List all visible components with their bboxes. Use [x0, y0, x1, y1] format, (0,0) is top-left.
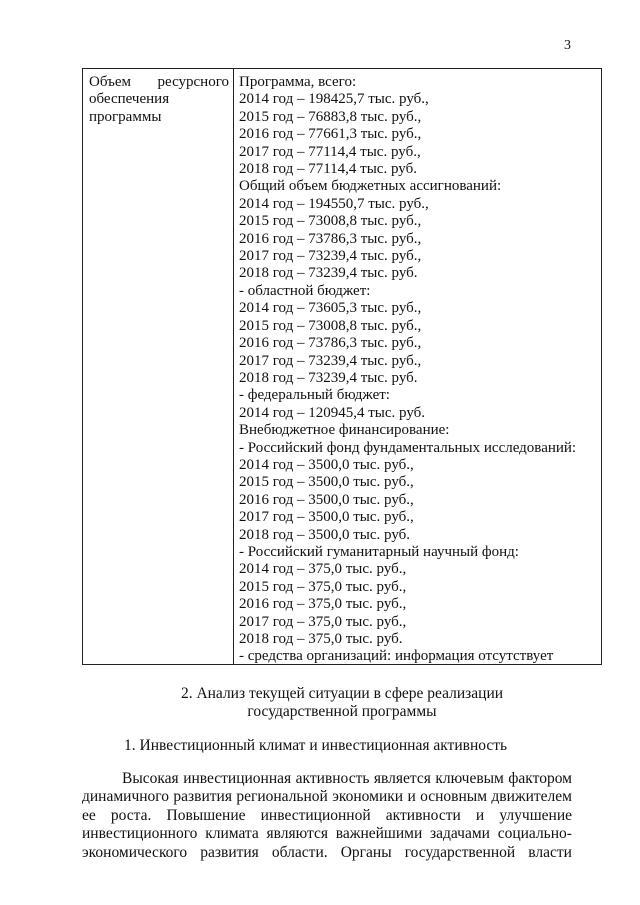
- funding-line: - средства организаций: информация отсутствует: [239, 648, 554, 665]
- word: развития: [200, 843, 259, 861]
- section-heading: [82, 685, 602, 721]
- word: ее: [82, 806, 96, 824]
- word: экономического: [82, 843, 188, 861]
- funding-line: 2015 год – 76883,8 тыс. руб.,: [239, 108, 422, 125]
- funding-line: 2018 год – 3500,0 тыс. руб.: [239, 526, 411, 543]
- word: власти: [528, 843, 572, 861]
- paragraph-line: [82, 844, 572, 862]
- funding-line: - областной бюджет:: [239, 282, 371, 299]
- word: и: [407, 788, 416, 806]
- word: инвестиционной: [260, 806, 371, 824]
- funding-line: 2016 год – 73786,3 тыс. руб.,: [239, 230, 422, 247]
- funding-line: 2018 год – 73239,4 тыс. руб.: [239, 265, 418, 282]
- body-paragraph: [82, 770, 572, 862]
- funding-line: Внебюджетное финансирование:: [239, 422, 450, 439]
- paragraph-line: [82, 807, 572, 825]
- label-word: Объем: [89, 74, 131, 90]
- word: является: [373, 770, 431, 787]
- funding-line: 2018 год – 73239,4 тыс. руб.: [239, 369, 418, 386]
- section-heading-line: государственной программы: [247, 703, 437, 720]
- word: развития: [173, 788, 232, 806]
- label-line: [89, 74, 229, 91]
- word: инвестиционного: [82, 825, 198, 843]
- funding-line: 2016 год – 375,0 тыс. руб.,: [239, 596, 407, 613]
- funding-line: 2017 год – 3500,0 тыс. руб.,: [239, 509, 414, 526]
- funding-line: 2014 год – 120945,4 тыс. руб.: [239, 404, 426, 421]
- word: динамичного: [82, 788, 170, 806]
- resource-table: [82, 68, 602, 665]
- word: важнейшими: [335, 825, 423, 843]
- paragraph-line: [82, 788, 572, 806]
- funding-line: 2017 год – 73239,4 тыс. руб.,: [239, 352, 422, 369]
- subsection-heading: 1. Инвестиционный климат и инвестиционная активность: [124, 737, 508, 754]
- paragraph-line: [82, 770, 572, 788]
- word: Органы: [340, 843, 392, 861]
- funding-line: 2014 год – 3500,0 тыс. руб.,: [239, 456, 414, 473]
- funding-line: 2015 год – 3500,0 тыс. руб.,: [239, 474, 414, 491]
- funding-line: 2018 год – 77114,4 тыс. руб.: [239, 161, 417, 178]
- funding-line: - Российский фонд фундаментальных исследований:: [239, 439, 577, 456]
- funding-line: 2016 год – 3500,0 тыс. руб.,: [239, 491, 414, 508]
- funding-line: 2015 год – 73008,8 тыс. руб.,: [239, 213, 422, 230]
- funding-line: 2014 год – 194550,7 тыс. руб.,: [239, 195, 429, 212]
- funding-line: - Российский гуманитарный научный фонд:: [239, 543, 519, 560]
- word: климата: [205, 825, 259, 843]
- word: области.: [271, 843, 328, 861]
- word: движителем: [491, 788, 572, 806]
- page-number: 3: [564, 38, 571, 53]
- word: задачами: [430, 825, 490, 843]
- word: являются: [266, 825, 328, 843]
- funding-line: Программа, всего:: [239, 74, 357, 90]
- word: экономики: [332, 788, 404, 806]
- funding-line: 2014 год – 198425,7 тыс. руб.,: [239, 91, 429, 108]
- funding-line: 2016 год – 77661,3 тыс. руб.,: [239, 126, 422, 143]
- word: роста.: [110, 806, 152, 824]
- funding-line: 2016 год – 73786,3 тыс. руб.,: [239, 335, 422, 352]
- word: основным: [420, 788, 488, 806]
- word: активность: [295, 770, 370, 787]
- funding-line: 2017 год – 77114,4 тыс. руб.,: [239, 143, 421, 160]
- table-value-cell: [234, 69, 601, 664]
- funding-line: 2018 год – 375,0 тыс. руб.: [239, 631, 403, 647]
- funding-line: 2014 год – 73605,3 тыс. руб.,: [239, 300, 422, 317]
- funding-line: 2015 год – 73008,8 тыс. руб.,: [239, 317, 422, 334]
- word: региональной: [236, 788, 328, 806]
- word: социально-: [497, 825, 572, 843]
- word: и: [475, 806, 485, 824]
- funding-line: 2017 год – 73239,4 тыс. руб.,: [239, 248, 422, 265]
- funding-line: 2014 год – 375,0 тыс. руб.,: [239, 561, 407, 578]
- word: инвестиционная: [183, 770, 292, 787]
- funding-line: - федеральный бюджет:: [239, 387, 390, 404]
- word: фактором: [508, 770, 572, 787]
- word: Высокая: [122, 770, 179, 787]
- word: Повышение: [166, 806, 246, 824]
- funding-line: Общий объем бюджетных ассигнований:: [239, 178, 502, 195]
- section-heading-line: 2. Анализ текущей ситуации в сфере реализации: [180, 685, 504, 702]
- label-line: обеспечения: [89, 91, 170, 108]
- funding-line: 2017 год – 375,0 тыс. руб.,: [239, 613, 407, 630]
- word: активности: [385, 806, 461, 824]
- table-label-cell: [83, 69, 234, 664]
- word: ключевым: [435, 770, 504, 787]
- word: государственной: [404, 843, 516, 861]
- label-line: программы: [89, 108, 162, 125]
- label-word: ресурсного: [157, 74, 229, 90]
- word: улучшение: [499, 806, 572, 824]
- funding-line: 2015 год – 375,0 тыс. руб.,: [239, 578, 407, 595]
- paragraph-line: [82, 825, 572, 843]
